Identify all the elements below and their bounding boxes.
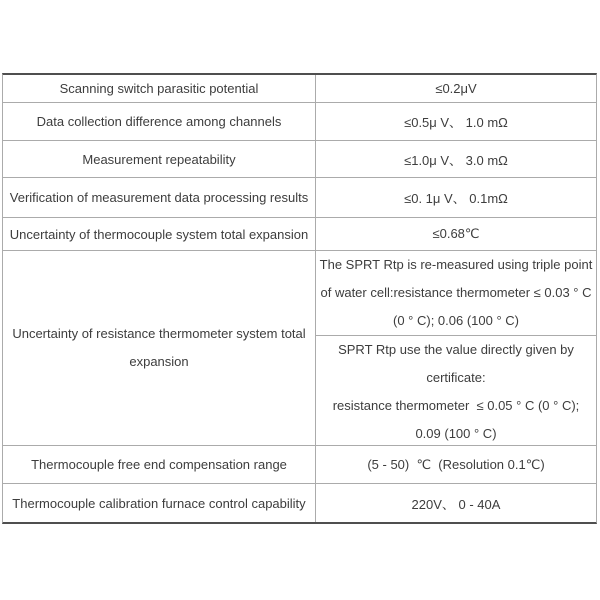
row-label: Thermocouple free end compensation range bbox=[3, 446, 316, 483]
table-row bbox=[3, 445, 596, 483]
value-line: (0 ° C); 0.06 (100 ° C) bbox=[393, 313, 519, 328]
table-row bbox=[3, 483, 596, 522]
value-line: resistance thermometer ≤ 0.05 ° C (0 ° C); bbox=[332, 398, 580, 413]
table-row bbox=[3, 102, 596, 140]
table-row bbox=[3, 217, 596, 250]
label-line: expansion bbox=[129, 354, 189, 369]
sub-value-bottom bbox=[316, 336, 596, 448]
value-line: certificate: bbox=[426, 370, 486, 385]
row-label: Scanning switch parasitic potential bbox=[3, 75, 316, 102]
specifications-table bbox=[2, 73, 597, 524]
merged-row-label bbox=[3, 251, 316, 445]
row-label: Uncertainty of thermocouple system total expansion bbox=[3, 218, 316, 250]
table-row bbox=[3, 140, 596, 177]
value-line: of water cell:resistance thermometer ≤ 0.03 ° C bbox=[320, 285, 592, 300]
row-value: ≤1.0μ V、 3.0 mΩ bbox=[404, 152, 508, 168]
row-value: (5 - 50) ℃ (Resolution 0.1℃) bbox=[367, 456, 545, 472]
table-row bbox=[3, 75, 596, 102]
sub-value-top bbox=[316, 251, 596, 336]
value-line: SPRT Rtp use the value directly given by bbox=[338, 342, 574, 357]
row-value: ≤0. 1μ V、 0.1mΩ bbox=[404, 191, 508, 206]
table-row bbox=[3, 177, 596, 217]
table-row-merged bbox=[3, 250, 596, 445]
row-label: Thermocouple calibration furnace control capability bbox=[3, 484, 316, 522]
row-label: Data collection difference among channels bbox=[3, 103, 316, 140]
row-value: ≤0.68℃ bbox=[432, 226, 480, 241]
label-line: Uncertainty of resistance thermometer system total bbox=[12, 326, 306, 341]
row-value: ≤0.5μ V、 1.0 mΩ bbox=[404, 115, 508, 130]
row-value: ≤0.2μV bbox=[435, 81, 477, 96]
row-label: Verification of measurement data processing results bbox=[3, 178, 316, 217]
value-line: 0.09 (100 ° C) bbox=[415, 426, 497, 441]
row-value: 220V、 0 - 40A bbox=[411, 496, 501, 512]
row-label: Measurement repeatability bbox=[3, 141, 316, 177]
merged-row-values bbox=[316, 251, 596, 445]
value-line: The SPRT Rtp is re-measured using triple point bbox=[319, 257, 593, 272]
